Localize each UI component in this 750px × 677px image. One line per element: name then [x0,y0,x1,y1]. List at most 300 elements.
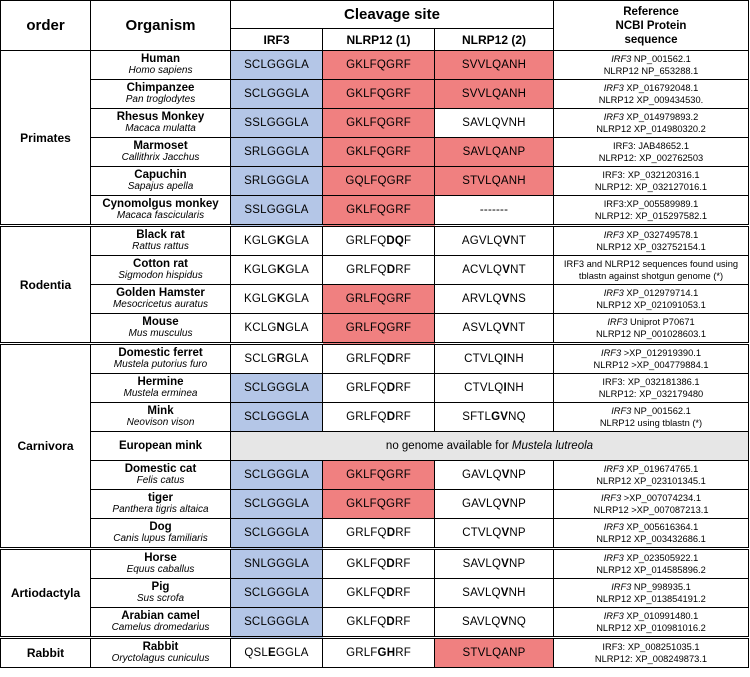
nlrp12-site1-cell [323,519,435,549]
organism-cell [91,226,231,256]
sequence-segment: GRLFQ [346,353,387,365]
sequence-segment: GLA [285,322,309,334]
sequence-segment: V [502,264,511,276]
organism-cell [91,638,231,668]
header-nlrp12-2: NLRP12 (2) [435,29,554,51]
table-row [1,80,749,109]
sequence-segment: F [404,235,412,247]
organism-cell [91,549,231,579]
irf3-site-cell [231,608,323,638]
organism-cell [91,432,231,461]
reference-text: NLRP12 XP_010981016.2 [596,623,706,633]
reference-cell [554,109,749,138]
table-row [1,432,749,461]
organism-scientific-name: Canis lupus familiaris [113,533,208,544]
reference-text: NLRP12 XP_014585896.2 [596,565,706,575]
sequence-segment: GRLFQ [346,527,387,539]
nlrp12-site2-cell [435,608,554,638]
sequence-segment: NP [509,469,527,481]
sequence-segment: SCLG [244,353,277,365]
reference-text: NP_001562.1 [631,54,691,64]
sequence-segment: RF [395,411,411,423]
sequence-segment: GKLFQGRF [346,59,411,71]
table-row [1,256,749,285]
sequence-segment: V [501,498,510,510]
nlrp12-site1-cell [323,314,435,344]
reference-cell [554,549,749,579]
reference-cell [554,608,749,638]
sequence-segment: SAVLQVNH [462,117,526,129]
sequence-segment: RF [395,527,411,539]
reference-text: NLRP12 NP_001028603.1 [595,329,707,339]
irf3-site-cell [231,196,323,226]
reference-text: XP_019674765.1 [623,464,699,474]
reference-text: Uniprot P70671 [627,317,695,327]
organism-name: Chimpanzee [126,82,195,94]
sequence-segment: GRLF [346,647,378,659]
sequence-segment: SVVLQANH [461,59,527,71]
organism-scientific-name: Macaca mulatta [125,123,196,134]
reference-text: IRF3 [607,317,628,327]
reference-text: IRF3: JAB48652.1 [613,141,689,151]
sequence-segment: NS [509,293,527,305]
header-nlrp12-1: NLRP12 (1) [323,29,435,51]
reference-text: XP_023505922.1 [623,553,699,563]
sequence-segment: SCLGGGLA [244,587,309,599]
organism-cell [91,403,231,432]
reference-text: NLRP12 NP_653288.1 [603,66,699,76]
table-row [1,461,749,490]
organism-name: Marmoset [133,140,188,152]
nlrp12-site1-cell [323,461,435,490]
organism-name: Arabian camel [121,610,200,622]
no-genome-species: Mustela lutreola [511,440,594,452]
organism-scientific-name: Oryctolagus cuniculus [111,653,210,664]
sequence-segment: GKLFQGRF [346,146,411,158]
sequence-segment: NH [506,353,524,365]
reference-text: NLRP12: XP_015297582.1 [594,211,708,221]
table-row [1,579,749,608]
sequence-segment: GRLFQ [346,411,387,423]
irf3-site-cell [231,226,323,256]
table-row [1,490,749,519]
organism-name: Golden Hamster [116,287,205,299]
sequence-segment: SCLGGGLA [244,616,309,628]
reference-cell [554,196,749,226]
sequence-segment: GKLFQGRF [346,498,411,510]
reference-text: XP_010991480.1 [623,611,699,621]
order-cell: Rodentia [1,226,91,344]
nlrp12-site1-cell [323,196,435,226]
header-organism: Organism [91,1,231,51]
reference-cell [554,226,749,256]
sequence-segment: GRLFQ [345,235,387,247]
sequence-segment: V [500,587,509,599]
nlrp12-site2-cell [435,51,554,80]
nlrp12-site2-cell [435,519,554,549]
reference-text: IRF3: XP_032181386.1 [602,377,700,387]
organism-cell [91,80,231,109]
irf3-site-cell [231,461,323,490]
nlrp12-site2-cell [435,80,554,109]
reference-text: NP_001562.1 [631,406,691,416]
organism-scientific-name: Mustela putorius furo [113,359,208,370]
sequence-segment: V [501,469,510,481]
reference-cell [554,167,749,196]
sequence-segment: NH [508,587,526,599]
sequence-segment: SCLGGGLA [244,382,309,394]
organism-cell [91,138,231,167]
irf3-site-cell [231,285,323,314]
nlrp12-site2-cell [435,549,554,579]
organism-name: Cynomolgus monkey [102,198,219,210]
sequence-segment: RF [394,587,411,599]
sequence-segment: GRLFQGRF [345,293,412,305]
table-row [1,51,749,80]
reference-text: IRF3 [603,112,624,122]
sequence-segment: CTVLQ [462,527,502,539]
reference-cell [554,638,749,668]
reference-text: NLRP12 using tblastn (*) [599,418,703,428]
nlrp12-site1-cell [323,638,435,668]
organism-cell [91,285,231,314]
reference-text: IRF3 [603,611,624,621]
nlrp12-site2-cell [435,167,554,196]
reference-text: IRF3 [611,54,632,64]
sequence-segment: ACVLQ [462,264,503,276]
reference-text: IRF3 [611,406,632,416]
reference-text: IRF3 [611,582,632,592]
header-irf3: IRF3 [231,29,323,51]
reference-text: XP_032749578.1 [623,230,699,240]
order-cell: Primates [1,51,91,226]
organism-name: European mink [118,440,203,452]
sequence-segment: NQ [508,411,526,423]
sequence-segment: D [386,411,396,423]
sequence-segment: D [386,353,396,365]
reference-text: NLRP12 XP_013854191.2 [596,594,706,604]
sequence-segment: KGLG [244,293,277,305]
sequence-segment: GV [491,411,509,423]
sequence-segment: K [276,293,286,305]
sequence-segment: GRLFQ [346,264,387,276]
sequence-segment: AGVLQ [461,235,503,247]
organism-scientific-name: Sus scrofa [136,593,185,604]
sequence-segment: GKLFQ [346,616,387,628]
nlrp12-site1-cell [323,167,435,196]
reference-text: tblastn against shotgun genome (*) [578,271,724,281]
table-row [1,138,749,167]
table-body [1,51,749,668]
header-reference [554,1,749,51]
sequence-segment: SCLGGGLA [244,88,309,100]
irf3-site-cell [231,51,323,80]
sequence-segment: SRLGGGLA [244,175,309,187]
reference-cell [554,256,749,285]
organism-scientific-name: Mus musculus [128,328,193,339]
reference-text: NLRP12 XP_021091053.1 [596,300,706,310]
reference-text: XP_016792048.1 [623,83,699,93]
header-cleavage-site: Cleavage site [231,1,554,29]
nlrp12-site2-cell [435,490,554,519]
nlrp12-site1-cell [323,608,435,638]
sequence-segment: NH [506,382,524,394]
organism-cell [91,579,231,608]
sequence-segment: D [386,527,396,539]
nlrp12-site2-cell [435,285,554,314]
nlrp12-site2-cell [435,138,554,167]
organism-name: Pig [151,581,170,593]
organism-scientific-name: Mustela erminea [123,388,198,399]
organism-cell [91,196,231,226]
sequence-segment: ARVLQ [461,293,502,305]
no-genome-cell [231,432,749,461]
sequence-segment: GLA [285,264,309,276]
irf3-site-cell [231,344,323,374]
nlrp12-site1-cell [323,51,435,80]
organism-scientific-name: Felis catus [136,475,185,486]
nlrp12-site2-cell [435,374,554,403]
organism-name: Rhesus Monkey [116,111,205,123]
nlrp12-site1-cell [323,80,435,109]
reference-text: IRF3 [600,493,622,503]
reference-text: NLRP12 XP_014980320.2 [596,124,706,134]
reference-cell [554,285,749,314]
sequence-segment: I [503,382,507,394]
nlrp12-site1-cell [323,256,435,285]
organism-name: Mouse [142,316,179,328]
sequence-segment: RF [394,558,411,570]
table-row [1,314,749,344]
sequence-segment: SAVLQ [462,587,501,599]
header-reference-line3: sequence [624,33,678,46]
organism-cell [91,314,231,344]
reference-text: XP_012979714.1 [623,288,699,298]
organism-scientific-name: Camelus dromedarius [111,622,210,633]
sequence-segment: GAVLQ [461,498,502,510]
organism-scientific-name: Mesocricetus auratus [112,299,209,310]
reference-cell [554,314,749,344]
organism-name: tiger [148,492,173,504]
sequence-segment: GKLFQGRF [346,469,411,481]
organism-name: Domestic cat [124,463,197,475]
sequence-segment: NT [510,235,527,247]
organism-scientific-name: Rattus rattus [132,241,189,252]
organism-name: Hermine [137,376,184,388]
sequence-segment: SSLGGGLA [244,117,309,129]
organism-scientific-name: Neovison vison [126,417,195,428]
reference-text: IRF3 [603,553,624,563]
sequence-segment: SCLGGGLA [244,411,309,423]
order-cell: Artiodactyla [1,549,91,638]
table-row [1,374,749,403]
reference-text: NLRP12: XP_032127016.1 [594,182,708,192]
organism-scientific-name: Callithrix Jacchus [121,152,200,163]
order-cell: Carnivora [1,344,91,549]
table-row [1,285,749,314]
sequence-segment: SFTL [462,411,492,423]
nlrp12-site2-cell [435,579,554,608]
nlrp12-site2-cell [435,461,554,490]
reference-text: IRF3: XP_008251035.1 [602,642,700,652]
nlrp12-site2-cell [435,226,554,256]
sequence-segment: I [503,353,507,365]
reference-text: IRF3 [603,83,624,93]
sequence-segment: K [276,235,286,247]
organism-name: Domestic ferret [118,347,203,359]
reference-text: NLRP12: XP_032179480 [598,389,704,399]
sequence-segment: SVVLQANH [461,88,527,100]
sequence-segment: GLA [285,235,309,247]
organism-name: Capuchin [134,169,187,181]
nlrp12-site1-cell [323,549,435,579]
sequence-segment: K [276,264,286,276]
sequence-segment: GKLFQGRF [346,88,411,100]
sequence-segment: ------- [479,204,509,216]
sequence-segment: NT [509,322,526,334]
organism-cell [91,461,231,490]
irf3-site-cell [231,519,323,549]
organism-cell [91,490,231,519]
reference-text: NLRP12 >XP_007087213.1 [593,505,709,515]
nlrp12-site1-cell [323,285,435,314]
sequence-segment: GKLFQ [346,558,387,570]
reference-cell [554,490,749,519]
irf3-site-cell [231,638,323,668]
nlrp12-site2-cell [435,403,554,432]
irf3-site-cell [231,109,323,138]
reference-text: IRF3: XP_032120316.1 [602,170,700,180]
nlrp12-site2-cell [435,109,554,138]
sequence-segment: N [276,322,285,334]
sequence-segment: ASVLQ [462,322,502,334]
organism-name: Horse [144,552,177,564]
organism-cell [91,608,231,638]
organism-scientific-name: Pan troglodytes [125,94,196,105]
sequence-segment: SCLGGGLA [244,527,309,539]
organism-name: Cotton rat [133,258,188,270]
sequence-segment: D [386,616,395,628]
organism-name: Mink [147,405,174,417]
sequence-segment: GGLA [275,647,309,659]
table-row [1,608,749,638]
sequence-segment: GAVLQ [461,469,502,481]
irf3-site-cell [231,374,323,403]
sequence-segment: GKLFQGRF [346,204,411,216]
sequence-segment: KGLG [244,235,277,247]
nlrp12-site1-cell [323,226,435,256]
reference-text: NLRP12: XP_002762503 [598,153,704,163]
sequence-segment: GKLFQGRF [346,117,411,129]
organism-scientific-name: Homo sapiens [128,65,193,76]
sequence-segment: GRLFQ [346,382,387,394]
irf3-site-cell [231,167,323,196]
sequence-segment: NP [509,498,527,510]
reference-text: NP_998935.1 [631,582,691,592]
sequence-segment: GLA [285,293,309,305]
sequence-segment: GH [377,647,396,659]
sequence-segment: NP [509,527,526,539]
sequence-segment: SCLGGGLA [244,498,309,510]
reference-text: NLRP12 XP_023101345.1 [596,476,706,486]
sequence-segment: GLA [285,353,309,365]
sequence-segment: QSL [244,647,268,659]
reference-text: IRF3 and NLRP12 sequences found using [563,259,739,269]
irf3-site-cell [231,579,323,608]
reference-text: IRF3:XP_005589989.1 [603,199,699,209]
table-row [1,344,749,374]
reference-text: NLRP12: XP_008249873.1 [594,654,708,664]
table-row [1,549,749,579]
sequence-segment: NT [510,264,526,276]
nlrp12-site2-cell [435,638,554,668]
organism-scientific-name: Sigmodon hispidus [118,270,203,281]
reference-text: IRF3 [603,464,624,474]
sequence-segment: STVLQANP [462,647,526,659]
sequence-segment: SAVLQANP [462,146,526,158]
nlrp12-site1-cell [323,490,435,519]
organism-name: Rabbit [142,641,179,653]
reference-text: IRF3 [603,522,624,532]
sequence-segment: R [276,353,285,365]
sequence-segment: STVLQANH [462,175,526,187]
sequence-segment: KGLG [244,264,277,276]
no-genome-text: no genome available for [385,440,512,452]
sequence-segment: SRLGGGLA [244,146,309,158]
irf3-site-cell [231,549,323,579]
sequence-segment: DQ [386,235,405,247]
nlrp12-site2-cell [435,314,554,344]
sequence-segment: RF [395,264,411,276]
reference-cell [554,51,749,80]
organism-cell [91,109,231,138]
reference-cell [554,461,749,490]
sequence-segment: RF [395,647,411,659]
reference-cell [554,80,749,109]
nlrp12-site2-cell [435,196,554,226]
sequence-segment: D [386,264,396,276]
organism-name: Dog [149,521,172,533]
reference-text: XP_014979893.2 [623,112,699,122]
reference-cell [554,403,749,432]
reference-text: IRF3 [600,348,622,358]
table-row [1,519,749,549]
sequence-segment: V [502,235,511,247]
nlrp12-site1-cell [323,374,435,403]
reference-text: XP_005616364.1 [623,522,699,532]
sequence-segment: D [386,382,396,394]
sequence-segment: V [501,322,510,334]
irf3-site-cell [231,256,323,285]
sequence-segment: GRLFQGRF [345,322,412,334]
sequence-segment: CTVLQ [464,353,504,365]
header-order: order [1,1,91,51]
organism-cell [91,167,231,196]
reference-cell [554,519,749,549]
table-row [1,196,749,226]
organism-name: Human [141,53,180,65]
sequence-segment: RF [394,616,411,628]
nlrp12-site1-cell [323,579,435,608]
reference-text: NLRP12 >XP_004779884.1 [593,360,709,370]
reference-text: >XP_012919390.1 [621,348,702,358]
sequence-segment: NP [508,558,526,570]
table-row [1,226,749,256]
sequence-segment: KCLG [244,322,277,334]
table-row [1,167,749,196]
organism-name: Black rat [136,229,185,241]
irf3-site-cell [231,138,323,167]
